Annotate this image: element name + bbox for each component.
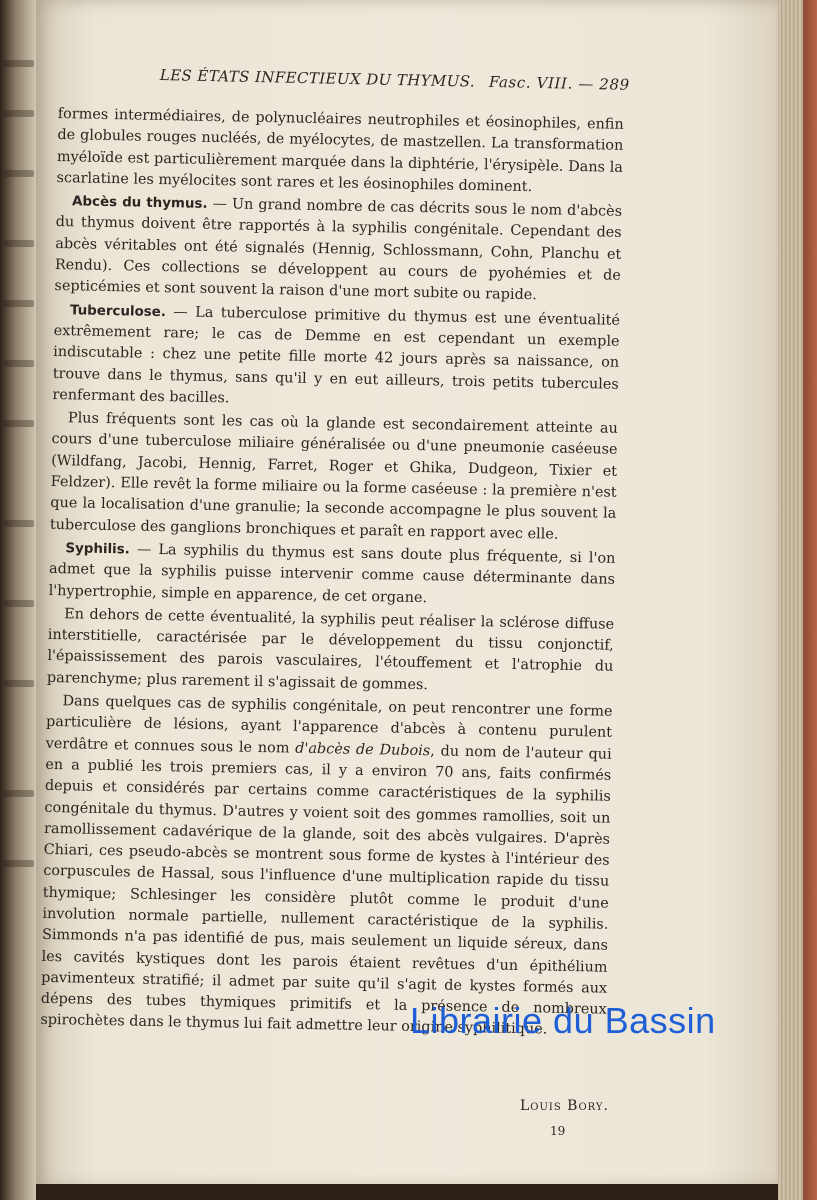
paragraph-syphilis [48,538,615,613]
paragraph-dubois [40,691,612,1043]
fascicle-label: Fasc. VIII. [488,72,574,93]
page-stack-edge [778,0,817,1200]
paragraph-sclerose [47,604,615,700]
paragraph-text: — Un grand nombre de cas décrits sous le nom d'abcès du thymus doivent être rapportés à la syphilis congénitale. Cependant des abcès véritables ont été signalés (Hennig, Schlossmann, Cohn, Planchu et Rendu). Ces collections se développent au cours de pyohémies et de septicémies et sont souvent la raison d'une mort subite ou rapide. [54,196,623,304]
adjacent-page-edge [0,0,38,1200]
paragraph-text: Plus fréquents sont les cas où la glande est secondairement atteinte au cours d'une tuberculose miliaire généralisée ou d'une pneumonie caséeuse (Wildfang, Jacobi, Hennig, Farret, Roger et Ghika, Dudgeon, Tixier et Feldzer). Elle revêt la forme miliaire ou la forme caséeuse : la première n'est que la localisation d'une granulie; la seconde accompagne le plus souvent la tuberculose des ganglions bronchiques et paraît en rapport avec elle. [49,410,619,543]
paragraph-intro [56,104,624,200]
paragraph-tuberculose [52,300,620,417]
section-heading: Syphilis. [65,541,130,558]
watermark: Librairie du Bassin [410,1000,716,1041]
paragraph-text: — La tuberculose primitive du thymus est une éventualité extrêmement rare; le cas de Demme en est cependant un exemple indiscutable : chez une petite fille morte 42 jours après sa naissance, on trouve dans le thymus, sans qu'il y en eut ailleurs, trois petits tubercules renfermant des bacilles. [52,303,621,407]
paragraph-tuberculose-2 [50,408,618,547]
header-right [489,73,630,94]
page-number: — 289 [578,74,630,94]
paragraph-text: Dans quelques cas de syphilis congénitale, on peut rencontrer une forme particulière de lésions, ayant l'apparence d'abcès à contenu purulent verdâtre et connues sous le nom [45,693,613,757]
running-title: LES ÉTATS INFECTIEUX DU THYMUS. [159,66,476,91]
sheet-number: 19 [550,1124,566,1138]
paragraph-text: — La syphilis du thymus est sans doute plus fréquente, si l'on admet que la syphilis puisse intervenir comme cause déterminante dans l'hypertrophie, simple en apparence, de cet organe. [48,541,616,606]
paragraph-abces [54,191,622,308]
body-text [40,104,624,1044]
book-bottom-edge [36,1184,778,1200]
author-signature: Louis Bory. [520,1098,609,1114]
paragraph-text: formes intermédiaires, de polynucléaires neutrophiles et éosinophiles, enfin de globules rouges nucléés, de myélocytes, de mastzellen. La transformation myéloïde est particulièrement marquée dans la diphtérie, l'érysipèle. Dans la scarlatine les myélocites sont rares et les éosinophiles dominent. [56,105,624,196]
paragraph-text: , du nom de l'auteur qui en a publié les trois premiers cas, il y a environ 70 ans, faits confirmés depuis et considérés par certains comme caractéristiques de la syphilis congénitale du thymus. D'autres y voient soit des gommes ramollies, soit un ramollissement cadavérique de la glande, soit des abcès vulgaires. D'après Chiari, ces pseudo-abcès se montrent sous forme de kystes à l'intérieur des corpuscules de Hassal, sous l'influence d'une multiplication rapide du tissu thymique; Schlesinger les considère plutôt comme le produit d'une involution normale partielle, nullement caractéristique de la syphilis. Simmonds n'a pas identifié de pus, mais seulement un liquide séreux, dans les cavités kystiques dont les parois étaient revêtues d'un épithélium pavimenteux stratifié; il admet par suite qu'il s'agit de kystes formés aux dépens des tubes thymiques primitifs et la présence de nombreux spirochètes dans le thymus lui fait admettre leur origine syphilitique. [40,742,612,1039]
section-heading: Abcès du thymus. [71,194,208,213]
paragraph-text: En dehors de cette éventualité, la syphilis peut réaliser la sclérose diffuse interstitielle, caractérisée par le développement du tissu conjonctif, l'épaississement des parois vasculaires, l'étouffement et l'atrophie du parenchyme; plus rarement il s'agissait de gommes. [46,606,615,693]
section-heading: Tuberculose. [69,302,167,320]
italic-term: d'abcès de Dubois [295,740,431,759]
